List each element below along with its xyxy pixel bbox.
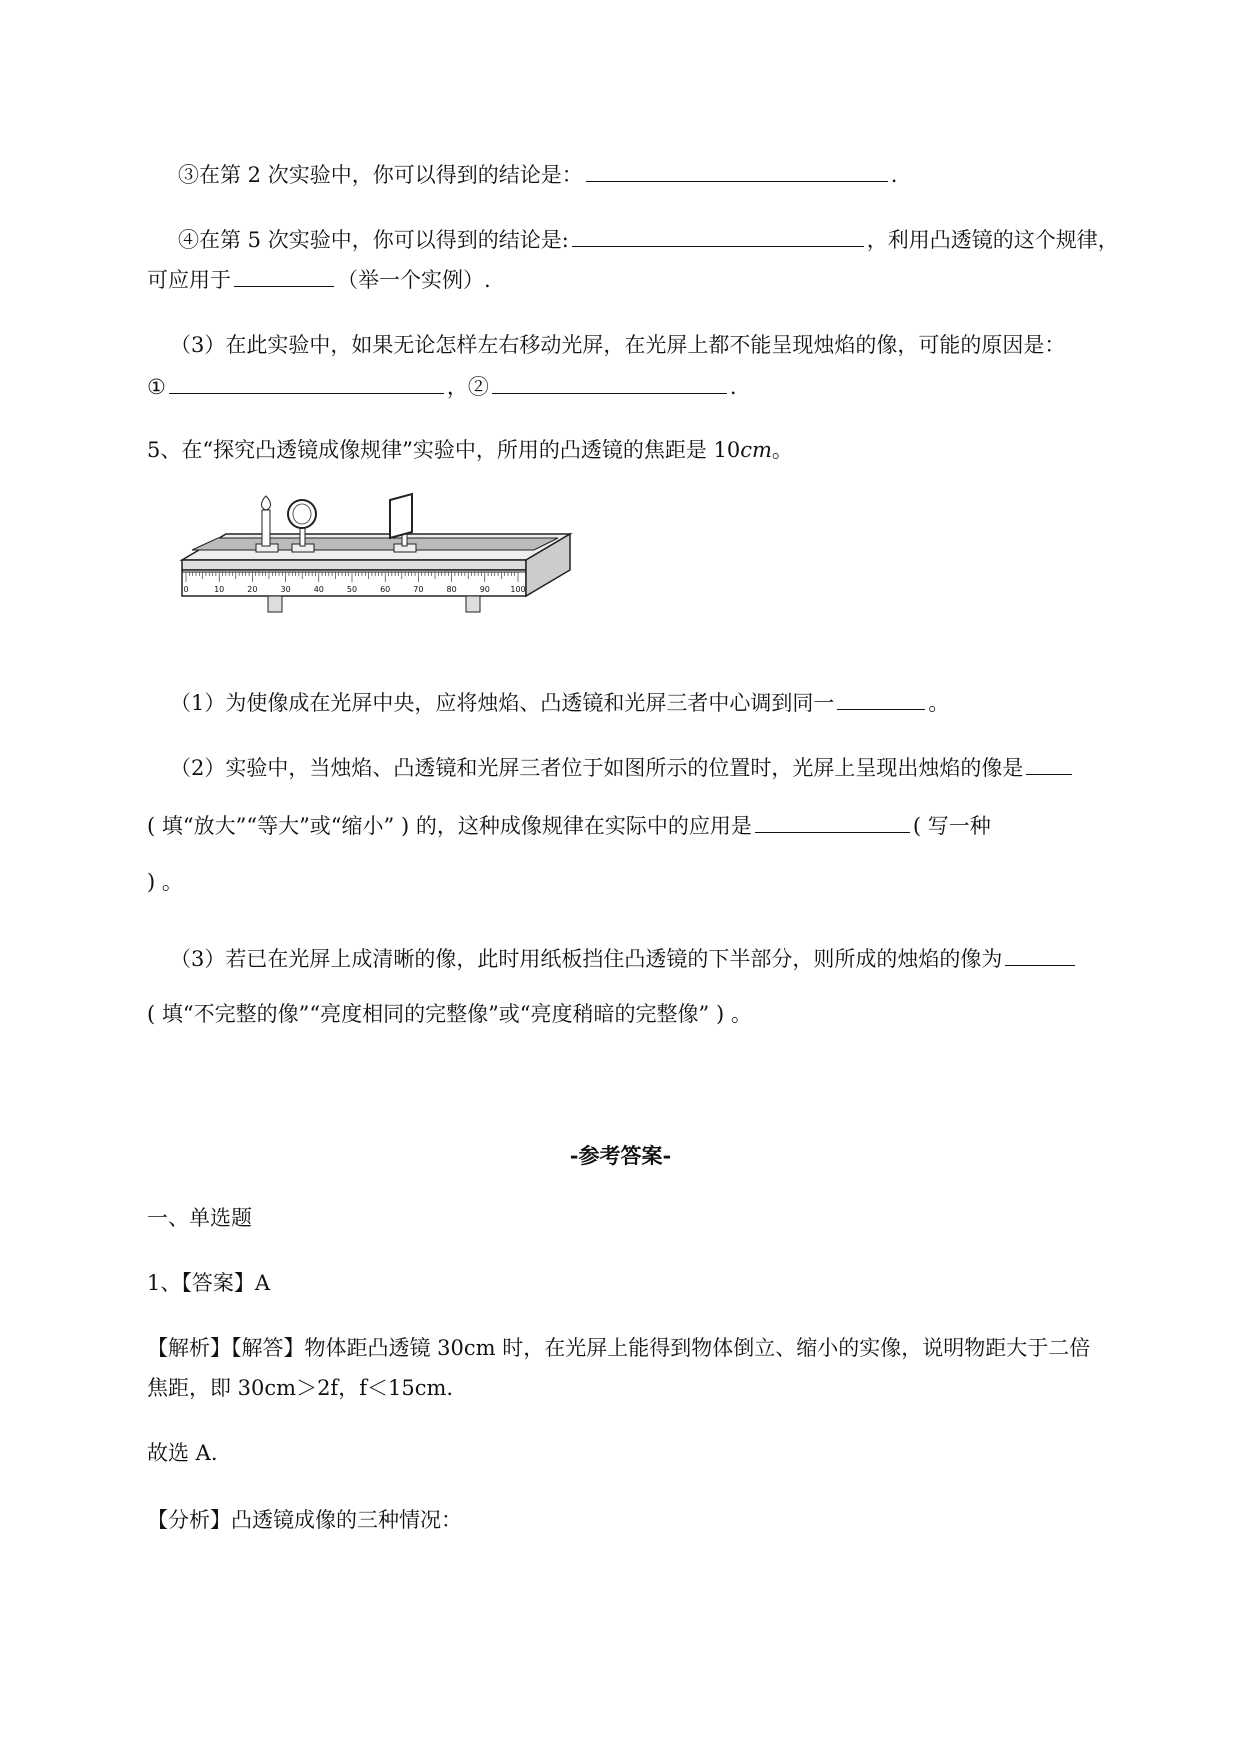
- q4-item4-text: ④在第 5 次实验中，你可以得到的结论是:: [178, 228, 569, 252]
- section-heading: 一、单选题: [147, 1206, 252, 1230]
- ruler-label: 50: [346, 585, 358, 594]
- ruler-label: 70: [413, 585, 424, 594]
- q4-item4: ④在第 5 次实验中，你可以得到的结论是: ，利用凸透镜的这个规律，: [178, 224, 1119, 254]
- optical-bench-figure: [178, 492, 576, 648]
- q4-part3-blanks: ① ，② .: [147, 371, 737, 401]
- ruler-label: 100: [510, 585, 526, 594]
- ruler-label: 40: [313, 585, 324, 594]
- answer-blank[interactable]: [1005, 943, 1075, 966]
- q5-sub2: （2）实验中，当烛焰、凸透镜和光屏三者位于如图所示的位置时，光屏上呈现出烛焰的像是: [170, 752, 1075, 782]
- answer-1-label: 1、【答案】A: [147, 1271, 271, 1295]
- answer-blank[interactable]: [492, 371, 727, 394]
- answer-blank[interactable]: [755, 810, 910, 833]
- answers-title: -参考答案-: [569, 1143, 672, 1168]
- q4-part3: （3）在此实验中，如果无论怎样左右移动光屏，在光屏上都不能呈现烛焰的像，可能的原因是：: [170, 333, 1066, 357]
- q5-intro: 5、在“探究凸透镜成像规律”实验中，所用的凸透镜的焦距是 10cm。: [147, 438, 793, 462]
- answer-1-analysis-line2: 焦距，即 30cm＞2f，f＜15cm.: [147, 1376, 454, 1400]
- answer-blank[interactable]: [572, 224, 864, 247]
- bench-foot: [466, 596, 480, 612]
- answer-1-analysis: 【解析】【解答】物体距凸透镜 30cm 时，在光屏上能得到物体倒立、缩小的实像，说明物距大于二倍: [147, 1336, 1091, 1360]
- ruler-label: 80: [446, 585, 457, 594]
- answer-blank[interactable]: [234, 264, 334, 287]
- q5-sub2-line3: ) 。: [147, 870, 183, 894]
- ruler-label: 10: [214, 585, 225, 594]
- answer-blank[interactable]: [586, 159, 888, 182]
- q4-item3-text: ③在第 2 次实验中，你可以得到的结论是：: [178, 163, 583, 187]
- candle: [256, 496, 278, 552]
- answer-1-choice: 故选 A.: [147, 1441, 218, 1465]
- ruler-label: 60: [380, 585, 391, 594]
- answer-blank[interactable]: [1026, 752, 1072, 775]
- q4-item4-line2: 可应用于 （举一个实例）.: [147, 264, 491, 294]
- ruler-label: 90: [479, 585, 490, 594]
- q5-sub3: （3）若已在光屏上成清晰的像，此时用纸板挡住凸透镜的下半部分，则所成的烛焰的像为: [170, 943, 1078, 973]
- ruler-label: 0: [183, 585, 189, 594]
- answer-blank[interactable]: [169, 371, 444, 394]
- answer-blank[interactable]: [837, 687, 925, 710]
- bench-foot: [268, 596, 282, 612]
- q4-item3: ③在第 2 次实验中，你可以得到的结论是： .: [178, 159, 897, 189]
- answer-1-fenxi: 【分析】凸透镜成像的三种情况：: [147, 1508, 462, 1532]
- ruler-label: 20: [247, 585, 258, 594]
- ruler-label: 30: [280, 585, 291, 594]
- q5-sub2-line2: ( 填“放大”“等大”或“缩小” ) 的，这种成像规律在实际中的应用是 ( 写一种: [147, 810, 991, 840]
- q5-sub1: （1）为使像成在光屏中央，应将烛焰、凸透镜和光屏三者中心调到同一 。: [170, 687, 949, 717]
- q5-sub3-line2: ( 填“不完整的像”“亮度相同的完整像”或“亮度稍暗的完整像” ) 。: [147, 1002, 752, 1026]
- convex-lens: [288, 500, 316, 552]
